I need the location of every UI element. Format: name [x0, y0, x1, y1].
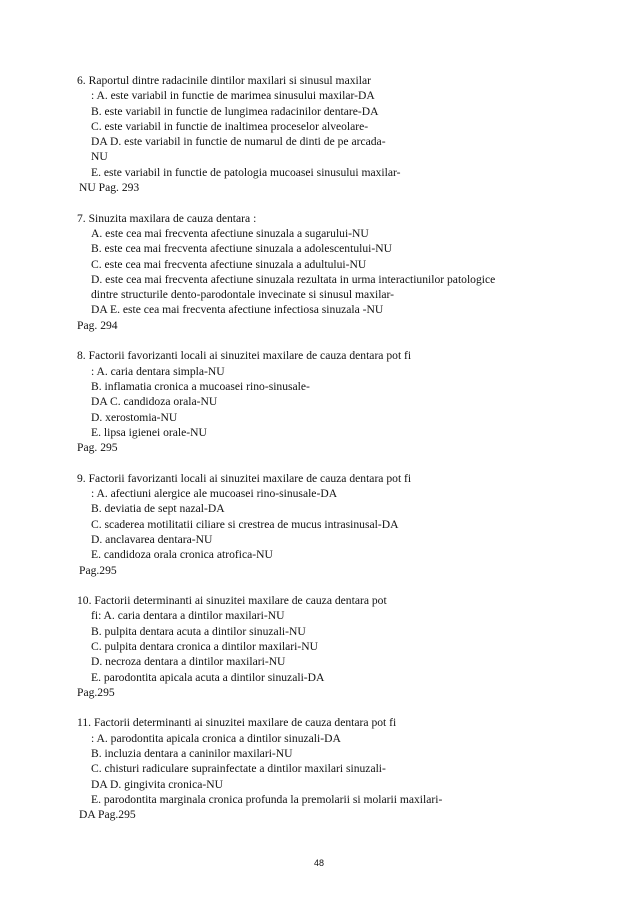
answer-line: B. pulpita dentara acuta a dintilor sinuzali-NU [91, 624, 306, 638]
question-block [77, 211, 577, 333]
question-title: 7. Sinuzita maxilara de cauza dentara : [77, 211, 257, 225]
answer-line: C. pulpita dentara cronica a dintilor maxilari-NU [91, 639, 318, 653]
answer-line: E. este variabil in functie de patologia mucoasei sinusului maxilar- [91, 165, 401, 179]
answer-line: fi: A. caria dentara a dintilor maxilari-NU [91, 609, 285, 623]
answer-line: A. este cea mai frecventa afectiune sinuzala a sugarului-NU [91, 226, 369, 240]
answer-line: : A. caria dentara simpla-NU [91, 364, 225, 378]
answer-line: DA C. candidoza orala-NU [91, 395, 218, 409]
answer-line: B. este variabil in functie de lungimea radacinilor dentare-DA [91, 104, 379, 118]
question-list [77, 73, 577, 838]
answer-line: D. necroza dentara a dintilor maxilari-NU [91, 655, 286, 669]
answer-line: D. xerostomia-NU [91, 410, 178, 424]
answer-line: : A. parodontita apicala cronica a dintilor sinuzali-DA [91, 731, 341, 745]
answer-line: : A. afectiuni alergice ale mucoasei rino-sinusale-DA [91, 487, 338, 501]
answer-line: DA E. este cea mai frecventa afectiune infectiosa sinuzala -NU [91, 303, 384, 317]
answer-line: C. chisturi radiculare suprainfectate a dintilor maxilari sinuzali- [91, 762, 386, 776]
question-block [77, 348, 577, 455]
answer-line: Pag. 294 [77, 318, 118, 332]
question-block [77, 471, 577, 578]
question-block [77, 715, 577, 822]
page-number: 48 [313, 858, 324, 868]
answer-line: Pag.295 [77, 685, 115, 699]
answer-line: DA Pag.295 [79, 808, 136, 822]
question-title: 8. Factorii favorizanti locali ai sinuzitei maxilare de cauza dentara pot fi [77, 349, 412, 363]
answer-line: : A. este variabil in functie de marimea sinusului maxilar-DA [91, 89, 375, 103]
answer-line: NU [91, 150, 108, 164]
answer-line: DA D. este variabil in functie de numarul de dinti de pe arcada- [91, 135, 386, 149]
answer-line: Pag.295 [79, 563, 117, 577]
question-title: 9. Factorii favorizanti locali ai sinuzitei maxilare de cauza dentara pot fi [77, 471, 412, 485]
answer-line: B. incluzia dentara a caninilor maxilari-NU [91, 747, 293, 761]
answer-line: E. parodontita marginala cronica profunda la premolarii si molarii maxilari- [91, 792, 443, 806]
answer-line: E. lipsa igienei orale-NU [91, 425, 207, 439]
answer-line: DA D. gingivita cronica-NU [91, 777, 224, 791]
question-title: 10. Factorii determinanti ai sinuzitei maxilare de cauza dentara pot [77, 594, 387, 608]
answer-line: Pag. 295 [77, 441, 118, 455]
answer-line: B. deviatia de sept nazal-DA [91, 502, 225, 516]
answer-line: E. candidoza orala cronica atrofica-NU [91, 548, 273, 562]
question-title: 6. Raportul dintre radacinile dintilor maxilari si sinusul maxilar [77, 74, 371, 87]
question-block [77, 593, 577, 700]
answer-line: C. este variabil in functie de inaltimea proceselor alveolare- [91, 119, 369, 133]
answer-line: B. inflamatia cronica a mucoasei rino-sinusale- [91, 379, 310, 393]
answer-line: E. parodontita apicala acuta a dintilor sinuzali-DA [91, 670, 325, 684]
answer-line: D. anclavarea dentara-NU [91, 532, 213, 546]
question-title: 11. Factorii determinanti ai sinuzitei maxilare de cauza dentara pot fi [77, 716, 397, 730]
answer-line: D. este cea mai frecventa afectiune sinuzala rezultata in urma interactiunilor patologice [91, 272, 496, 286]
answer-line: C. este cea mai frecventa afectiune sinuzala a adultului-NU [91, 257, 367, 271]
answer-line: C. scaderea motilitatii ciliare si crestrea de mucus intrasinusal-DA [91, 517, 399, 531]
answer-line: B. este cea mai frecventa afectiune sinuzala a adolescentului-NU [91, 242, 392, 256]
question-block [77, 73, 577, 195]
answer-line: dintre structurile dento-parodontale invecinate si sinusul maxilar- [91, 288, 395, 302]
answer-line: NU Pag. 293 [79, 181, 140, 195]
